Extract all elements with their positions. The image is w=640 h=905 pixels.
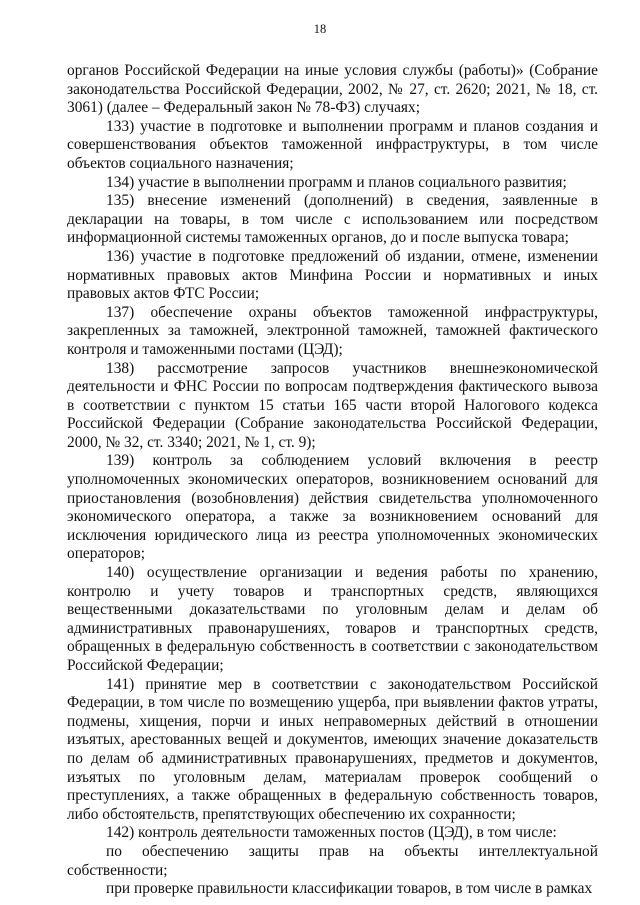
paragraph-item-138: 138) рассмотрение запросов участников внешнеэкономической деятельности и ФНС России по вопросам подтверждения фактического вывоза в соответствии с пунктом 15 статьи 165 части второй Налогового кодекса Российской Федерации (Собрание законодательства Российской Федерации, 2000, № 32, ст. 3340; 2021, № 1, ст. 9); xyxy=(67,359,598,451)
paragraph-continuation: органов Российской Федерации на иные условия службы (работы)» (Собрание законодательства Российской Федерации, 2002, № 27, ст. 2620; 2021, № 18, ст. 3061) (далее – Федеральный закон № 78-ФЗ) случаях; xyxy=(67,62,598,117)
paragraph-item-133: 133) участие в подготовке и выполнении программ и планов создания и совершенствования объектов таможенной инфраструктуры, в том числе объектов социального назначения; xyxy=(67,117,598,172)
paragraph-item-141: 141) принятие мер в соответствии с законодательством Российской Федерации, в том числе по возмещению ущерба, при выявлении фактов утраты, подмены, хищения, порчи и иных неправомерных действий в отношении изъятых, арестованных вещей и документов, имеющих значение доказательств по делам об административных правонарушениях, предметов и документов, изъятых по уголовным делам, материалам проверок сообщений о преступлениях, а также обращенных в федеральную собственность товаров, либо обстоятельств, препятствующих обеспечению их сохранности; xyxy=(67,675,598,823)
paragraph-item-139: 139) контроль за соблюдением условий включения в реестр уполномоченных экономических операторов, возникновением оснований для приостановления (возобновления) действия свидетельства уполномоченного экономического оператора, а также за возникновением оснований для исключения юридического лица из реестра уполномоченных экономических операторов; xyxy=(67,452,598,563)
paragraph-item-140: 140) осуществление организации и ведения работы по хранению, контролю и учету товаров и транспортных средств, являющихся вещественными доказательствами по уголовным делам и делам об административных правонарушениях, товаров и транспортных средств, обращенных в федеральную собственность в соответствии с законодательством Российской Федерации; xyxy=(67,564,598,674)
page-number: 18 xyxy=(313,22,327,36)
paragraph-subitem-classification: при проверке правильности классификации товаров, в том числе в рамках xyxy=(106,880,593,898)
paragraph-item-142: 142) контроль деятельности таможенных постов (ЦЭД), в том числе: xyxy=(106,824,557,842)
document-body xyxy=(67,62,598,899)
paragraph-item-136: 136) участие в подготовке предложений об издании, отмене, изменении нормативных правовых актов Минфина России и нормативных и иных правовых актов ФТС России; xyxy=(67,247,598,303)
paragraph-item-137: 137) обеспечение охраны объектов таможенной инфраструктуры, закрепленных за таможней, электронной таможней, таможней фактического контроля и таможенными постами (ЦЭД); xyxy=(67,303,598,358)
paragraph-item-134: 134) участие в выполнении программ и планов социального развития; xyxy=(106,173,567,191)
paragraph-item-135: 135) внесение изменений (дополнений) в сведения, заявленные в декларации на товары, в том числе с использованием или посредством информационной системы таможенных органов, до и после выпуска товара; xyxy=(67,192,598,247)
paragraph-subitem-ip-protection: по обеспечению защиты прав на объекты интеллектуальной собственности; xyxy=(67,842,598,879)
